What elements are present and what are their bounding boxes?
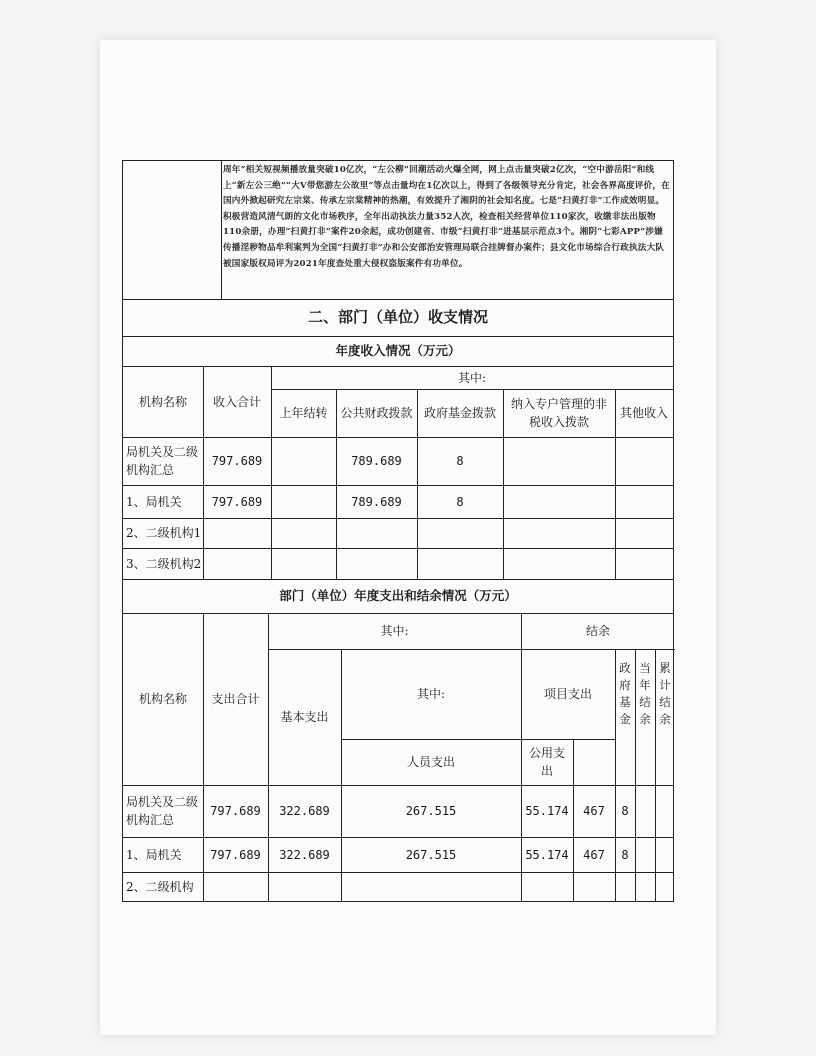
expense-header-among: 其中: [380, 624, 409, 638]
income-row-total: 797.689 [211, 454, 263, 468]
expense-row-total: 797.689 [210, 804, 261, 818]
expense-row-gov-fund: 8 [621, 804, 629, 818]
expense-header-current: 当年结余 [639, 660, 651, 727]
narrative-text: 周年”相关短视频播放量突破10亿次，“左公柳”回潮活动火爆全网，网上点击量突破2亿次，“空中游岳阳”和线上“新左公三绝”“大V带您游左公故里”等点击量均在1亿次以上，得到了各级领导充分肯定，社会各界高度评价，在国内外掀起研究左宗棠、传承左宗棠精神的热潮，有效提升了湘阴的社会知名度。七是“扫黄打非”工作成效明显。积极营造风清气朗的文化市场秩序，全年出动执法力量352人次，检查相关经营单位110家次，收缴非法出版物110余册，办理“扫黄打非”案件20余起，成功创建省、市级“扫黄打非”进基层示范点3个。湘阴“七彩APP”涉嫌传播淫秽物品牟利案判为全国“扫黄打非”办和公安部治安管理局联合挂牌督办案件；县文化市场综合行政执法大队被国家版权局评为2021年度查处重大侵权盗版案件有功单位。 [223, 165, 670, 269]
report-table [122, 160, 674, 902]
expense-header-public-use: 公用支出 [528, 746, 565, 778]
expense-header-among2: 其中: [416, 687, 446, 701]
income-row-public: 789.689 [351, 454, 402, 468]
income-row-total: 797.689 [211, 494, 263, 509]
income-header-total: 收入合计 [212, 394, 261, 409]
expense-header-project: 项目支出 [543, 687, 592, 701]
expense-header-total: 支出合计 [211, 692, 260, 706]
expense-row-project: 467 [583, 804, 605, 818]
expense-row-project: 467 [583, 847, 605, 862]
expense-table-title: 部门（单位）年度支出和结余情况（万元） [279, 587, 517, 603]
section-title: 二、部门（单位）收支情况 [307, 308, 488, 327]
expense-row-total: 797.689 [210, 847, 261, 862]
income-header-public: 公共财政拨款 [340, 406, 413, 420]
expense-row-personnel: 267.515 [405, 847, 457, 862]
expense-row-basic: 322.689 [279, 847, 330, 862]
income-row-gov-fund: 8 [456, 494, 464, 509]
expense-row-gov-fund: 8 [621, 847, 629, 862]
income-header-gov-fund: 政府基金拨款 [423, 406, 496, 420]
income-row-org: 1、局机关 [126, 494, 182, 509]
expense-row-basic: 322.689 [279, 804, 330, 818]
expense-header-personnel: 人员支出 [406, 755, 455, 769]
expense-row-personnel: 267.515 [405, 804, 457, 818]
income-table-title: 年度收入情况（万元） [335, 342, 461, 358]
expense-header-basic: 基本支出 [280, 710, 329, 724]
expense-header-balance: 结余 [585, 624, 610, 638]
expense-row-org: 局机关及二级机构汇总 [126, 795, 199, 827]
income-row-public: 789.689 [351, 494, 402, 509]
income-row-gov-fund: 8 [456, 454, 464, 468]
income-header-among: 其中: [457, 370, 487, 385]
income-row-org: 2、二级机构1 [126, 526, 202, 540]
income-header-prev: 上年结转 [279, 406, 328, 420]
expense-header-org: 机构名称 [138, 692, 187, 706]
expense-row-public-use: 55.174 [525, 847, 569, 862]
narrative-divider [221, 161, 222, 299]
expense-row-org: 1、局机关 [126, 847, 182, 862]
expense-row-public-use: 55.174 [525, 804, 569, 818]
income-header-other: 其他收入 [619, 406, 668, 420]
income-row-org: 3、二级机构2 [126, 556, 202, 571]
income-header-org: 机构名称 [138, 394, 187, 409]
expense-header-cumulative: 累计结余 [659, 660, 671, 727]
expense-header-gov-fund: 政府基金 [619, 660, 631, 727]
income-row-org: 局机关及二级机构汇总 [126, 445, 199, 477]
expense-row-org: 2、二级机构 [126, 879, 194, 894]
income-header-special: 纳入专户管理的非税收入拨款 [510, 397, 607, 429]
